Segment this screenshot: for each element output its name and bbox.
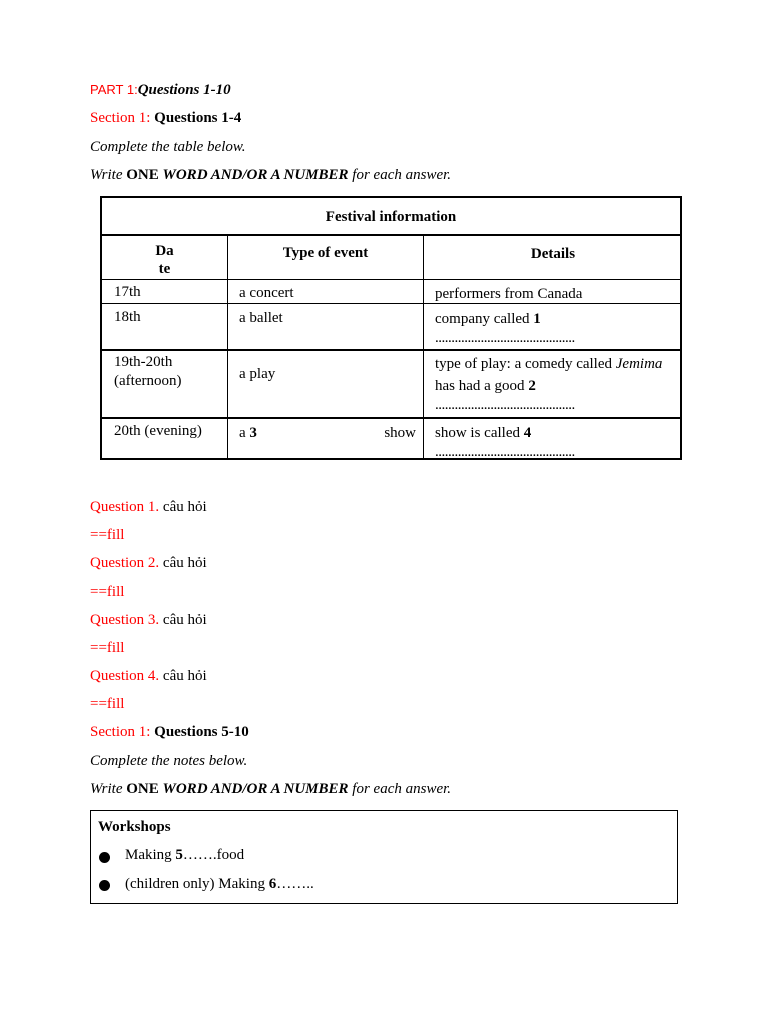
row1-details: performers from Canada [435,286,583,302]
answer-6-marker: 6 [268,876,277,892]
header-details: Details [530,246,576,262]
section2-heading [90,724,249,741]
question-4: Question 4. câu hỏi [90,668,207,684]
row2-date: 18th [114,309,141,325]
question-1-fill[interactable]: ==fill [90,527,125,543]
section1-write-line: Write ONE WORD AND/OR A NUMBER for each answer. [90,167,452,183]
header-type: Type of event [282,245,369,261]
question-1: Question 1. câu hỏi [90,499,207,515]
question-3-fill[interactable]: ==fill [90,640,125,656]
part-title: Questions 1-10 [137,82,231,98]
notes-item-2: (children only) Making 6…….. [125,876,314,892]
row4-type: a 3 show [239,425,416,441]
row4-date: 20th (evening) [114,423,202,439]
section1-heading [90,110,241,127]
answer-1-marker: 1 [533,311,541,327]
table-title: Festival information [325,209,457,225]
section2-label: Section 1: [90,724,151,740]
answer-5-marker: 5 [175,847,183,863]
answer-2-blank: ........................................... [435,397,575,413]
answer-4-blank: ........................................... [435,444,575,460]
festival-table [100,196,682,460]
section2-write-line: Write ONE WORD AND/OR A NUMBER for each answer. [90,781,452,797]
notes-title: Workshops [98,819,171,835]
row1-date: 17th [114,284,141,300]
header-date: Da te [155,243,174,277]
bullet-icon [99,852,110,863]
bullet-icon [99,880,110,891]
row1-type: a concert [239,285,294,301]
notes-item-1: Making 5…….food [125,847,245,863]
answer-3-marker: 3 [249,425,257,441]
row4-details: show is called 4 ........................................... [435,425,575,460]
question-3: Question 3. câu hỏi [90,612,207,628]
part-heading [90,82,231,99]
section1-title: Questions 1-4 [154,110,242,126]
section1-label: Section 1: [90,110,151,126]
row3-date: 19th-20th (afternoon) [114,354,182,389]
answer-1-blank: ........................................... [435,330,575,346]
row3-type: a play [239,366,276,382]
workshops-notes-box [90,810,678,904]
row2-details: company called 1 ........................................... [435,311,575,346]
row2-type: a ballet [239,310,283,326]
answer-4-marker: 4 [523,425,532,441]
answer-2-marker: 2 [528,378,536,394]
question-2-fill[interactable]: ==fill [90,584,125,600]
question-2: Question 2. câu hỏi [90,555,207,571]
question-4-fill[interactable]: ==fill [90,696,125,712]
section2-title: Questions 5-10 [154,724,249,740]
section1-instruction: Complete the table below. [90,139,246,155]
section2-instruction: Complete the notes below. [90,753,248,769]
part-label: PART 1: [90,82,138,97]
row3-details: type of play: a comedy called Jemima has had a good 2 ........................................... [435,356,663,413]
